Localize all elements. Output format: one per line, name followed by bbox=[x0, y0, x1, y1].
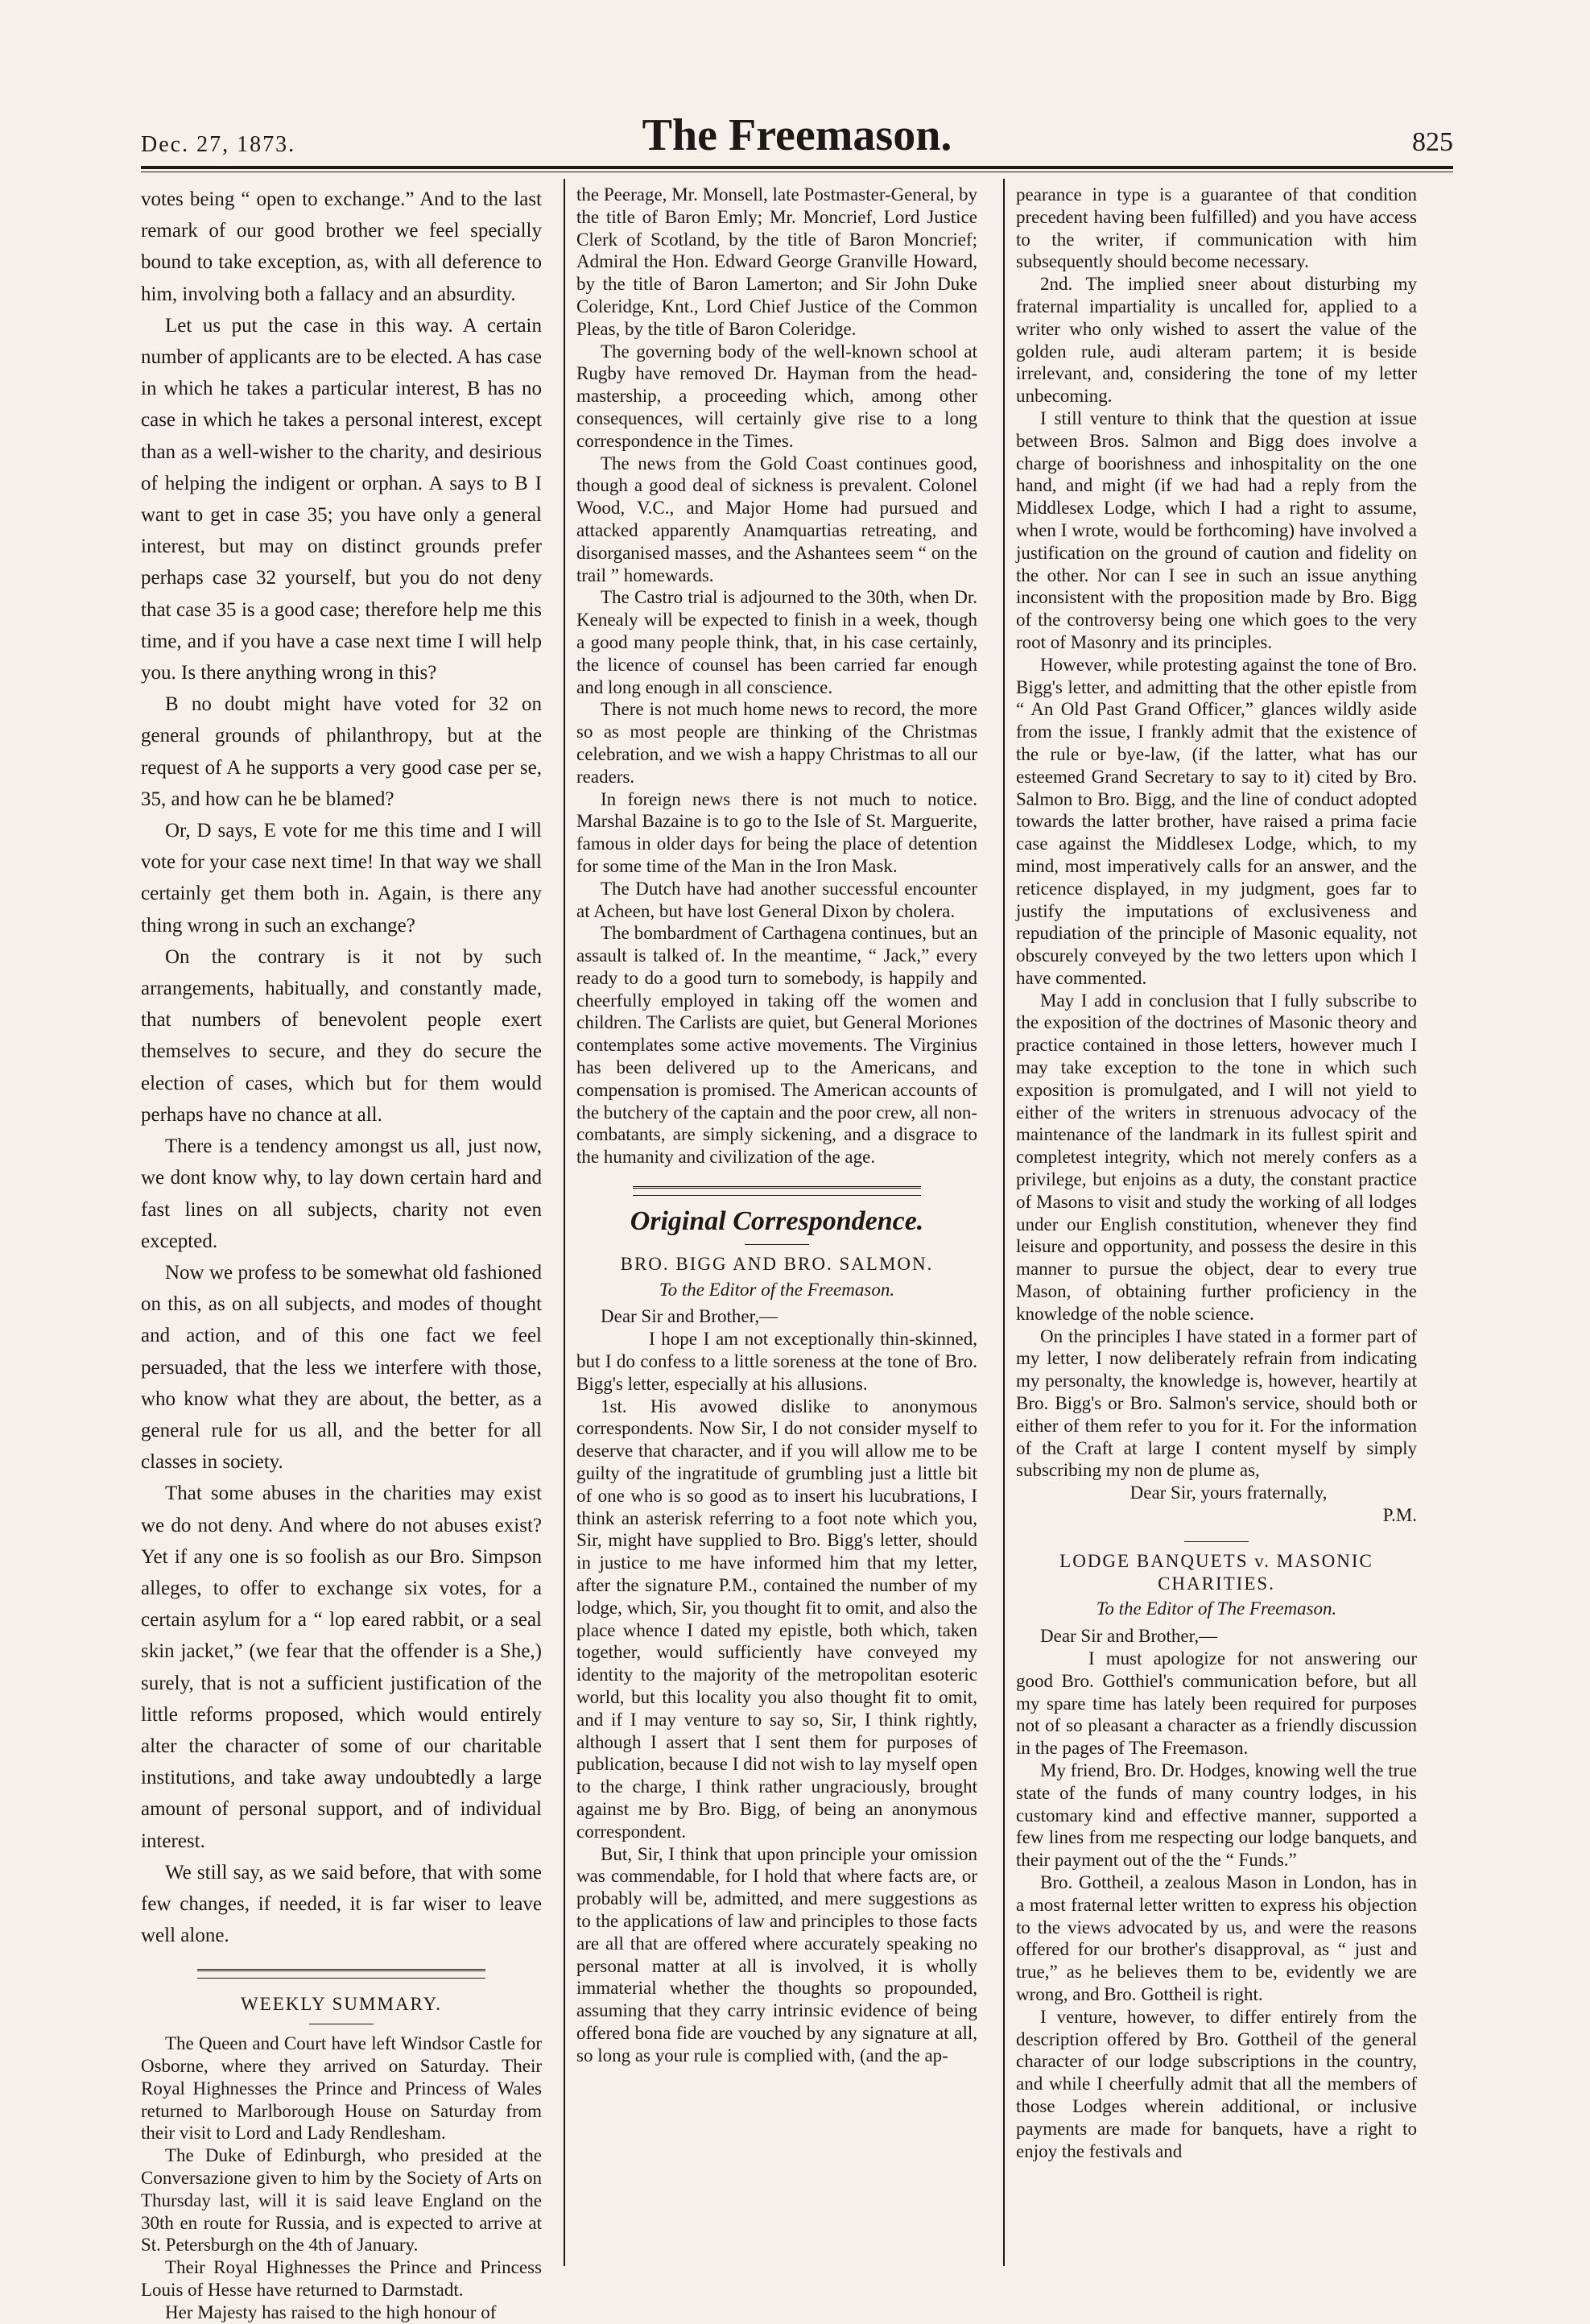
paragraph: I hope I am not exceptionally thin-skinned, but I do confess to a little soreness at the tone of Bro. Bigg's letter, especially at his allusions. bbox=[576, 1329, 977, 1394]
paragraph: Let us put the case in this way. A certain number of applicants are to be elected. A has case in which he takes a particular interest, B has no case in which he takes a personal interest, except than as a well-wisher to the charity, and desirious of helping the indigent or orphan. A says to B I want to get in case 35; you have only a general interest, but may on distinct grounds prefer perhaps case 32 yourself, but you do not deny that case 35 is a good case; therefore help me this time, and if you have a case next time I will help you. Is there anything wrong in this? bbox=[141, 314, 542, 684]
paragraph: There is a tendency amongst us all, just now, we dont know why, to lay down certain hard and fast lines on all subjects, charity not even excepted. bbox=[141, 1135, 542, 1252]
paragraph: Bro. Gottheil, a zealous Mason in London, has in a most fraternal letter written to express his objection to the views advocated by us, and were the reasons offered for our brother's disapproval, as “ just and true,” as he believes them to be, evidently we are wrong, and Bro. Gottheil is right. bbox=[1016, 1871, 1417, 2004]
section-ornament bbox=[633, 1186, 921, 1196]
lodge-letter-title: LODGE BANQUETS v. MASONIC CHARITIES. bbox=[1059, 1550, 1373, 1594]
paragraph: The Castro trial is adjourned to the 30th, when Dr. Kenealy will be expected to finish in a week, though a good many people think, that, in his case certainly, the licence of counsel has been carried far enough and long enough in all conscience. bbox=[576, 587, 977, 697]
masthead-rule bbox=[141, 166, 1453, 169]
paragraph: There is not much home news to record, the more so as most people are thinking of the Christmas celebration, and we wish a happy Christmas to all our readers. bbox=[576, 699, 977, 787]
weekly-summary bbox=[141, 1993, 542, 2323]
lodge-letter-subtitle: To the Editor of The Freemason. bbox=[1096, 1598, 1337, 1619]
paragraph: I must apologize for not answering our good Bro. Gotthiel's communication before, but all my spare time has lately been required for purposes not of so pleasant a character as a friendly discussion in the pages of The Freemason. bbox=[1016, 1648, 1417, 1759]
paragraph: We still say, as we said before, that with some few changes, if needed, it is far wiser to leave well alone. bbox=[141, 1861, 542, 1947]
paragraph: I still venture to think that the question at issue between Bros. Salmon and Bigg does involve a charge of boorishness and inhospitality on the one hand, and might (if we had had a reply from the Middlesex Lodge, which I had a right to assume, when I wrote, would be forthcoming) have involved a justification on the ground of caution and fidelity on the other. Nor can I see in such an issue anything inconsistent with the proposition made by Bro. Bigg of the controversy being one which goes to the very root of Masonry and its principles. bbox=[1016, 407, 1417, 652]
section-ornament bbox=[197, 1969, 485, 1979]
short-rule bbox=[745, 1244, 809, 1245]
paragraph: On the contrary is it not by such arrangements, habitually, and constantly made, that numbers of benevolent people exert themselves to secure, and they do secure the election of cases, which but for them would perhaps have no chance at all. bbox=[141, 945, 542, 1126]
paragraph: The governing body of the well-known school at Rugby have removed Dr. Hayman from the head-mastership, a proceeding which, among other consequences, will certainly give rise to a long correspondence in the Times. bbox=[576, 341, 977, 451]
salutation: Dear Sir and Brother,— bbox=[1040, 1626, 1218, 1647]
weekly-summary-heading: WEEKLY SUMMARY. bbox=[240, 1994, 443, 2015]
newspaper-title: The Freemason. bbox=[642, 110, 952, 160]
column-rule-1 bbox=[564, 179, 565, 2266]
paragraph: My friend, Bro. Dr. Hodges, knowing well the true state of the funds of many country lodges, in his customary kind and effective manner, supported a few lines from me respecting our lodge banquets, and their payment out of the the “ Funds.” bbox=[1016, 1760, 1417, 1871]
paragraph: The news from the Gold Coast continues good, though a good deal of sickness is prevalent. Colonel Wood, V.C., and Major Home had pursued and attacked apparently Anamquartias retreating, and disorganised masses, and the Ashantees seem “ on the trail ” homewards. bbox=[576, 453, 977, 585]
column-3 bbox=[1016, 184, 1417, 2162]
paragraph: 1st. His avowed dislike to anonymous correspondents. Now Sir, I do not consider myself to deserve that character, and if you will allow me to be guilty of the ingratitude of grumbling just a little bit of one who is so good as to insert his lucubrations, I think an asterisk referring to a foot note which you, Sir, might have supplied to Bro. Bigg's letter, should in justice to me have informed him that my letter, after the signature P.M., contained the number of my lodge, which, Sir, you thought fit to omit, and also the place whence I dated my epistle, both which, taken together, would sufficiently have conveyed my identity to the majority of the metropolitan esoteric world, but this locality you also thought fit to omit, and if I may venture to say so, Sir, I think rightly, although I assert that I sent them for purposes of publication, because I did not wish to lay myself open to the charge, I think rather ungraciously, brought against me by Bro. Bigg, of being an anonymous correspondent. bbox=[576, 1396, 977, 1842]
paragraph: I venture, however, to differ entirely from the description offered by Bro. Gottheil of the general character of our lodge subscriptions in the country, and while I cheerfully admit that all the members of those Lodges wherein additional, or inclusive payments are made for banquets, have a right to enjoy the festivals and bbox=[1016, 2006, 1417, 2161]
paragraph: But, Sir, I think that upon principle your omission was commendable, for I hold that where facts are, or probably will be, admitted, and mere suggestions as to the applications of law and principles to those facts are all that are offered where accurately speaking no personal matter at all is involved, it is wholly immaterial whether the thoughts so propounded, assuming that they carry intrinsic evidence of being offered bona fide are vouched by any signature at all, so long as your rule is complied with, (and the ap- bbox=[576, 1843, 977, 2066]
paragraph: However, while protesting against the tone of Bro. Bigg's letter, and admitting that the other epistle from “ An Old Past Grand Officer,” glances wildly aside from the issue, I frankly admit that the existence of the rule or bye-law, (if the latter, what has our esteemed Grand Secretary to say to it) cited by Bro. Salmon to Bro. Bigg, and the line of conduct adopted towards the latter brother, have raised a prima facie case against the Middlesex Lodge, which, to my mind, most imperatively calls for an answer, and the reticence displayed, in my judgment, goes far to justify the imputations of exclusiveness and repudiation of the principle of Masonic equality, not obscurely conveyed by the two letters upon which I have commented. bbox=[1016, 654, 1417, 988]
column-2 bbox=[576, 184, 977, 2067]
paragraph: votes being “ open to exchange.” And to the last remark of our good brother we feel specially bound to take exception, as, with all deference to him, involving both a fallacy and an absurdity. bbox=[141, 188, 542, 305]
letter-title: BRO. BIGG AND BRO. SALMON. bbox=[620, 1253, 934, 1274]
paragraph: pearance in type is a guarantee of that condition precedent having been fulfilled) and you have access to the writer, if communication with him subsequently should become necessary. bbox=[1016, 184, 1417, 272]
paragraph: That some abuses in the charities may exist we do not deny. And where do not abuses exist? Yet if any one is so foolish as our Bro. Simpson alleges, to offer to exchange six votes, for a certain asylum for a “ lop eared rabbit, or a seal skin jacket,” (we fear that the offender is a She,) surely, that is not a sufficient justification of the little reforms proposed, which would entirely alter the character of some of our charitable institutions, and take away undoubtedly a large amount of personal support, and of individual interest. bbox=[141, 1482, 542, 1852]
paragraph: May I add in conclusion that I fully subscribe to the exposition of the doctrines of Masonic theory and practice contained in those letters, however much I may take exception to the tone in which such exposition is promulgated, and I will not yield to either of the writers in strenuous advocacy of the maintenance of the landmark in its fullest spirit and completest integrity, which not merely confers as a privilege, but enjoins as a duty, the constant practice of Masons to visit and study the working of all lodges under our English constitution, whenever they find leisure and opportunity, and possess the desire in this manner to pursue the object, dear to every true Mason, of obtaining further proficiency in the knowledge of the noble science. bbox=[1016, 990, 1417, 1324]
masthead bbox=[141, 110, 1453, 161]
paragraph: the Peerage, Mr. Monsell, late Postmaster-General, by the title of Baron Emly; Mr. Moncrief, Lord Justice Clerk of Scotland, by the title of Baron Moncrief; Admiral the Hon. Edward George Granville Howard, by the title of Baron Lamerton; and Sir John Duke Coleridge, Knt., Lord Chief Justice of the Common Pleas, by the title of Baron Coleridge. bbox=[576, 184, 977, 339]
salutation: Dear Sir and Brother,— bbox=[601, 1306, 778, 1327]
paragraph: The bombardment of Carthagena continues, but an assault is talked of. In the meantime, “ Jack,” every ready to do a good turn to somebody, is happily and cheerfully employed in taking off the women and children. The Carlists are quiet, but General Moriones contemplates some active movements. The Virginius has been delivered up to the Americans, and compensation is promised. The American accounts of the butchery of the captain and the poor crew, all non-combatants, are simply sickening, and a disgrace to the humanity and civilization of the age. bbox=[576, 923, 977, 1168]
paragraph: Now we profess to be somewhat old fashioned on this, as on all subjects, and modes of thought and action, and of this one fact we feel persuaded, that the less we interfere with those, who know what they are about, the better, as a general rule for us all, and the better for all classes in society. bbox=[141, 1261, 542, 1474]
letter-subtitle: To the Editor of the Freemason. bbox=[659, 1279, 895, 1300]
letter-signature: P.M. bbox=[1382, 1505, 1417, 1526]
paragraph: Or, D says, E vote for me this time and I will vote for your case next time! In that way we shall certainly get them both in. Again, is there any thing wrong in such an exchange? bbox=[141, 820, 542, 937]
paragraph: The Duke of Edinburgh, who presided at the Conversazione given to him by the Society of Arts on Thursday last, will it is said leave England on the 30th en route for Russia, and is expected to arrive at St. Petersburgh on the 4th of January. bbox=[141, 2145, 542, 2256]
letter-closing: Dear Sir, yours fraternally, bbox=[1130, 1482, 1328, 1503]
paragraph: The Queen and Court have left Windsor Castle for Osborne, where they arrived on Saturday. Their Royal Highnesses the Prince and Princess of Wales returned to Marlborough House on Saturday from their visit to Lord and Lady Rendlesham. bbox=[141, 2033, 542, 2144]
column-rule-2 bbox=[1003, 179, 1005, 2266]
page-number: 825 bbox=[1412, 127, 1453, 157]
correspondence-heading: Original Correspondence. bbox=[630, 1206, 924, 1237]
paragraph: B no doubt might have voted for 32 on general grounds of philanthropy, but at the request of A he supports a very good case per se, 35, and how can he be blamed? bbox=[141, 693, 542, 810]
issue-date: Dec. 27, 1873. bbox=[141, 132, 296, 157]
paragraph: The Dutch have had another successful encounter at Acheen, but have lost General Dixon by cholera. bbox=[576, 878, 977, 921]
paragraph: 2nd. The implied sneer about disturbing my fraternal impartiality is uncalled for, applied to a writer who only wished to assert the value of the golden rule, audi alteram partem; it is beside irrelevant, and, considering the tone of my letter unbecoming. bbox=[1016, 274, 1417, 407]
paragraph: In foreign news there is not much to notice. Marshal Bazaine is to go to the Isle of St. Marguerite, famous in older days for being the place of detention for some time of the Man in the Iron Mask. bbox=[576, 788, 977, 876]
column-1 bbox=[141, 184, 542, 2324]
paragraph: Her Majesty has raised to the high honour of bbox=[165, 2301, 497, 2322]
paragraph: Their Royal Highnesses the Prince and Princess Louis of Hesse have returned to Darmstadt. bbox=[141, 2257, 542, 2300]
short-rule bbox=[1184, 1541, 1249, 1542]
paragraph: On the principles I have stated in a former part of my letter, I now deliberately refrain from indicating my personalty, the knowledge is, however, heartily at Bro. Bigg's or Bro. Salmon's service, should both or either of them refer to you for it. For the information of the Craft at large I content myself by simply subscribing my non de plume as, bbox=[1016, 1325, 1417, 1481]
